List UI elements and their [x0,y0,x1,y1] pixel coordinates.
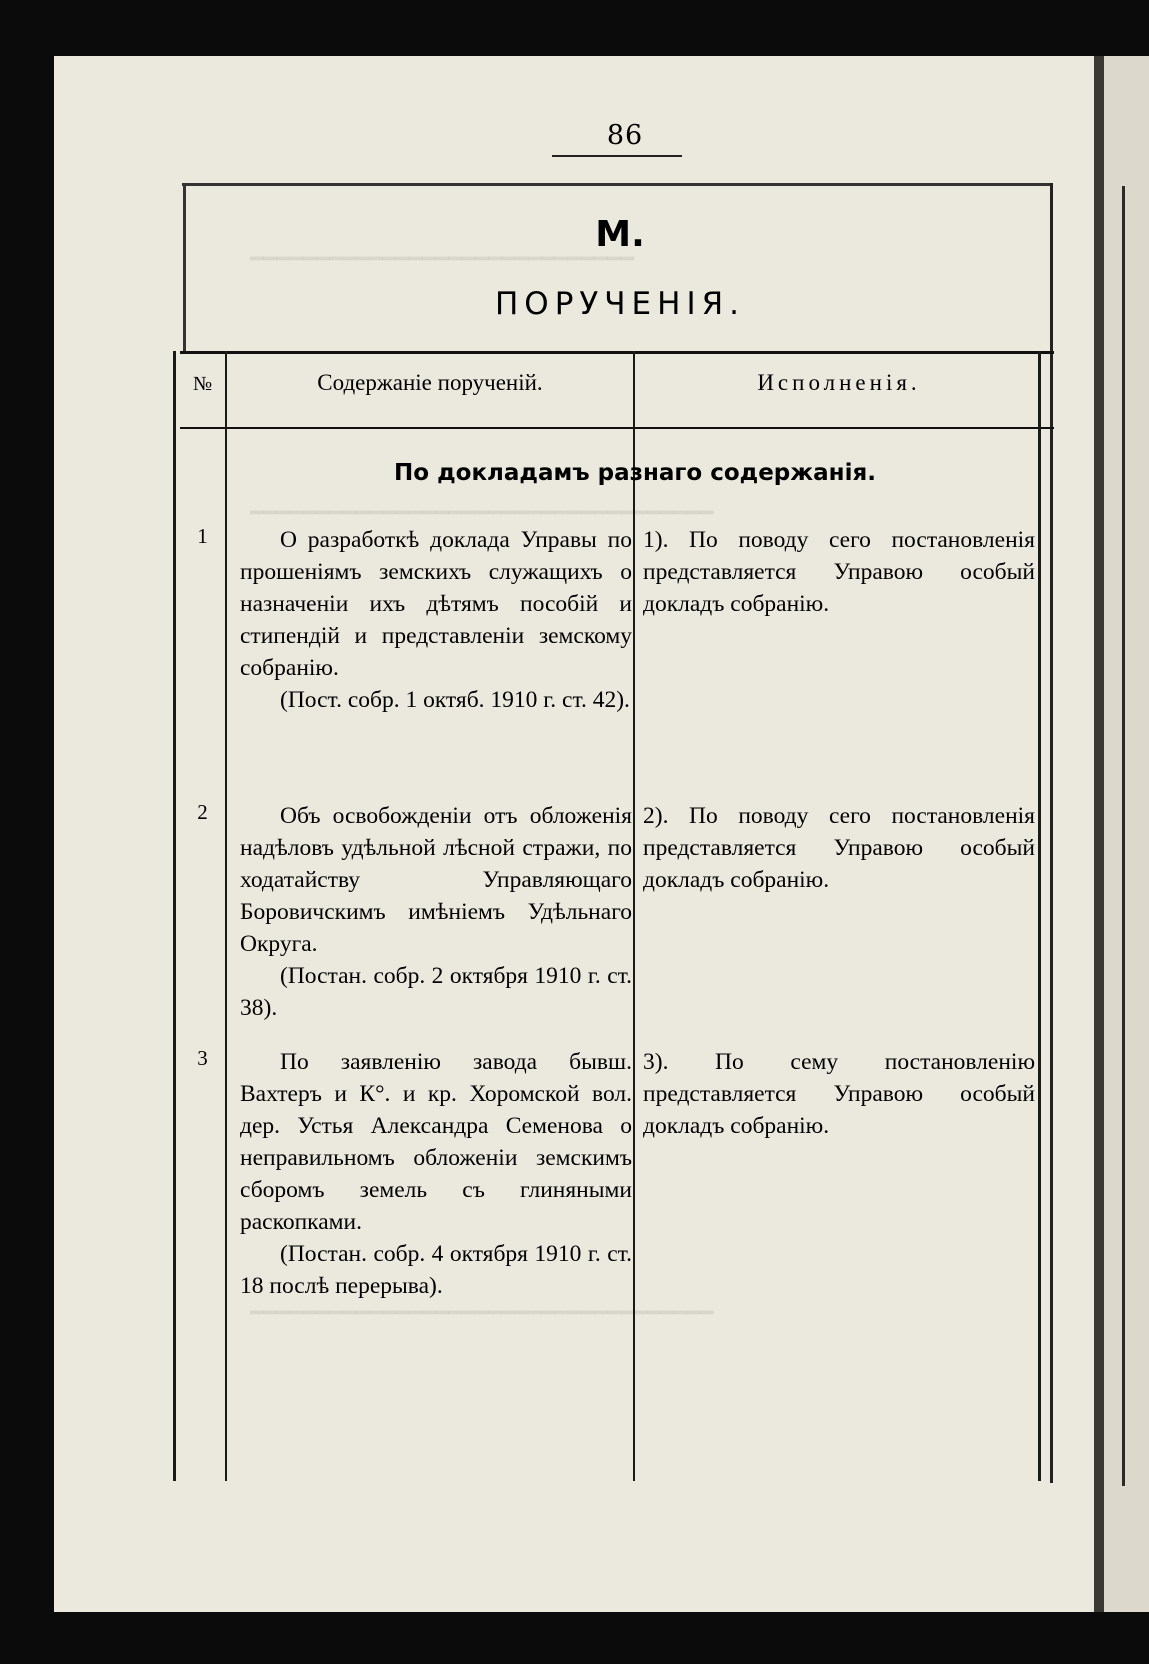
row-content-text: О разработкѣ доклада Управы по прошеніямъ земскихъ служащихъ о назначеніи ихъ дѣтямъ пособій и стипендій и представленіи земскому собранію. [240,527,632,681]
row-content [240,524,632,716]
row-number: 1 [197,524,208,548]
row-reference: (Пост. собр. 1 октяб. 1910 г. ст. 42). [280,687,630,713]
row-reference: (Постан. собр. 4 октября 1910 г. ст. 18 послѣ перерыва). [240,1241,632,1299]
frame-left-rule [183,183,186,353]
table-subheading: По докладамъ разнаго содержанія. [394,460,876,486]
table-number-column-divider [225,351,227,1481]
row-content-text: Объ освобожденіи отъ обложенія надѣловъ удѣльной лѣсной стражи, по ходатайству Управляющаго Боровичскимъ имѣніемъ Удѣльнаго Округа. [240,803,632,957]
table-left-border [173,351,176,1481]
header-content: Содержаніе порученій. [317,370,543,395]
row-reference: (Постан. собр. 2 октября 1910 г. ст. 38). [240,963,632,1021]
section-letter: M. [595,214,645,255]
row-number: 3 [197,1046,208,1070]
header-execution: Исполненія. [757,370,921,395]
table-header-bottom-rule [180,427,1054,429]
frame-right-rule [1050,183,1053,1483]
row-execution: 2). По поводу сего постановленія представляется Управою особый докладъ собранію. [643,803,1035,893]
row-execution: 1). По поводу сего постановленія представляется Управою особый докладъ собранію. [643,527,1035,617]
header-number: № [192,373,213,395]
row-execution: 3). По сему постановленію представляется Управою особый докладъ собранію. [643,1049,1035,1139]
section-title: ПОРУЧЕНІЯ. [495,286,745,322]
row-content [240,1046,632,1302]
row-content [240,800,632,1024]
book-spine [1094,56,1104,1612]
row-number: 2 [197,800,208,824]
row-content-text: По заявленію завода бывш. Вахтеръ и К°. и кр. Хоромской вол. дер. Устья Александра Семенова о неправильномъ обложеніи земскимъ сборомъ земель съ глиняными раскопками. [240,1049,632,1235]
table-middle-column-divider [633,351,635,1481]
adjacent-page-edge [1104,56,1149,1612]
frame-top-rule [182,183,1052,186]
table-header-top-rule [180,351,1054,354]
page-number: 86 [606,120,644,151]
table-right-border [1038,351,1041,1481]
page-number-underline [552,155,682,157]
